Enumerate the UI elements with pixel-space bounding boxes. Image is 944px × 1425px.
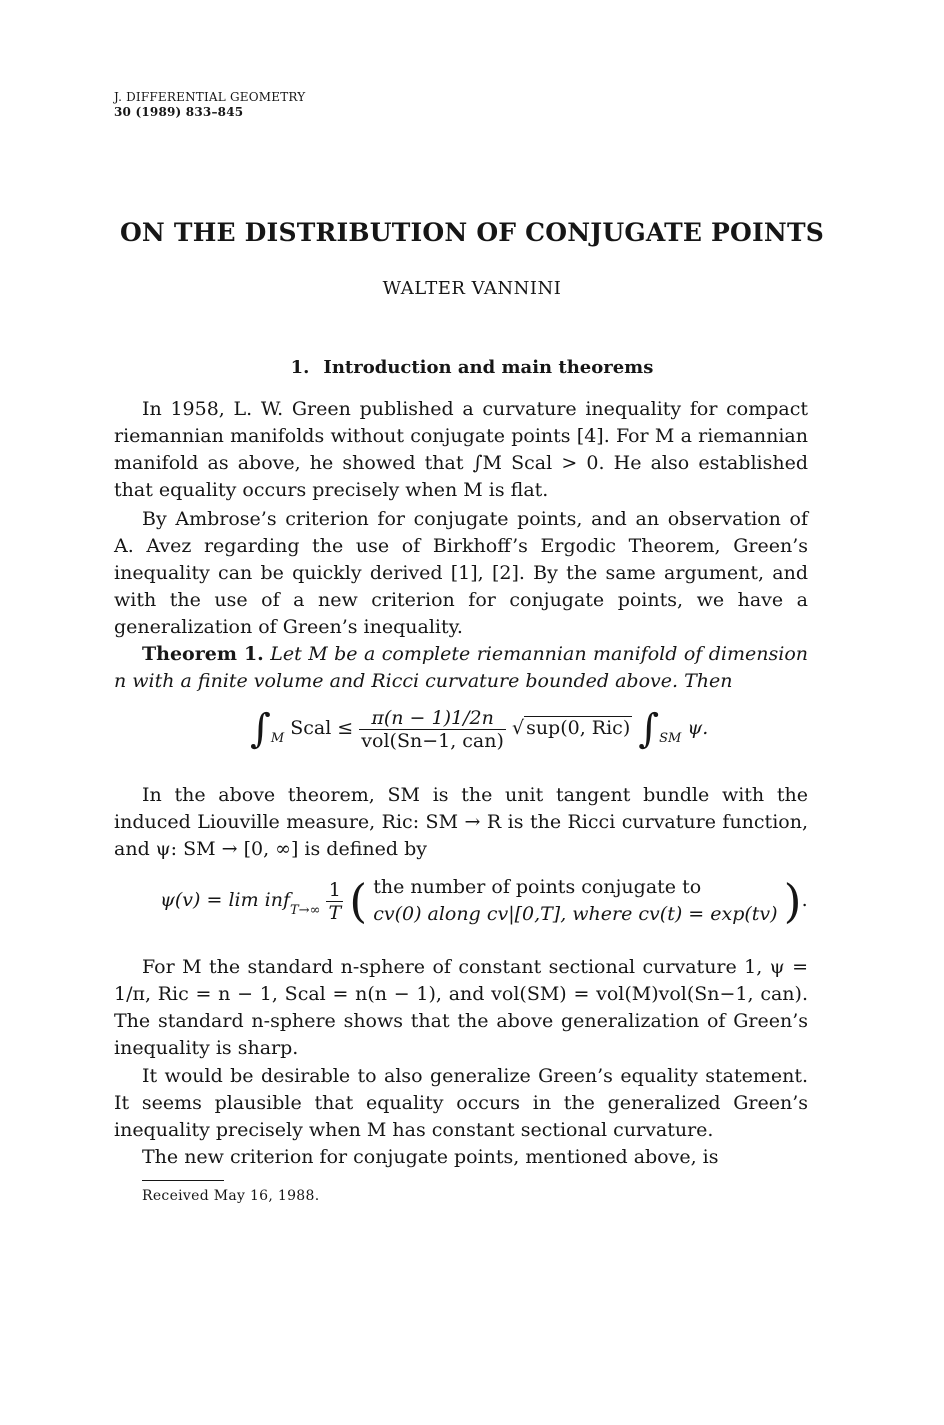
journal-name: J. DIFFERENTIAL GEOMETRY <box>114 90 306 104</box>
theorem-1 <box>114 641 808 695</box>
equation-2-limit: T→∞ <box>290 903 321 918</box>
equation-1-rhs: ψ. <box>687 717 709 739</box>
author-name: WALTER VANNINI <box>382 278 562 299</box>
integral-domain-sm: SM <box>659 731 682 746</box>
theorem-label: Theorem 1. <box>142 643 264 665</box>
paragraph-3-text: In the above theorem, SM is the unit tangent bundle with the induced Liouville measure, Ric: SM → R is the Ricci curvature function, and ψ: SM → [0, ∞] is defined by <box>114 784 808 860</box>
right-paren-icon: ) <box>783 874 802 928</box>
equation-1-denominator: vol(Sn−1, can) <box>361 729 504 752</box>
paragraph-5 <box>114 1063 808 1144</box>
paragraph-5-text: It would be desirable to also generalize Green’s equality statement. It seems plausible that equality occurs in the generalized Green’s inequality precisely when M has constant sectional curvature. <box>114 1065 808 1141</box>
integral-sign-icon: ∫ <box>250 706 271 752</box>
journal-header <box>114 90 305 120</box>
integral-sign-icon: ∫ <box>638 706 660 752</box>
equation-2-numerator: 1 <box>326 879 343 902</box>
paragraph-2-text: By Ambrose’s criterion for conjugate points, and an observation of A. Avez regarding the use of Birkhoff’s Ergodic Theorem, Green’s inequality can be quickly derived [1], [2]. By the same argument, and with the use of a new criterion for conjugate points, we have a generalization of Green’s inequality. <box>114 508 808 638</box>
paragraph-1 <box>114 396 808 504</box>
equation-1-lhs: Scal ≤ <box>290 717 354 739</box>
paragraph-1-text: In 1958, L. W. Green published a curvature inequality for compact riemannian manifolds without conjugate points [4]. For M a riemannian manifold as above, he showed that ∫M Scal > 0. He also established that equality occurs precisely when M is flat. <box>114 398 808 501</box>
paragraph-3 <box>114 782 808 863</box>
section-title: Introduction and main theorems <box>323 357 654 378</box>
paragraph-2 <box>114 506 808 641</box>
paragraph-6-text: The new criterion for conjugate points, mentioned above, is <box>142 1146 719 1168</box>
equation-2-cases <box>373 874 777 928</box>
equation-1-sqrt: sup(0, Ric) <box>526 717 631 739</box>
paragraph-6 <box>114 1144 808 1171</box>
equation-2-lhs: ψ(v) = lim inf <box>160 889 291 911</box>
integral-domain-m: M <box>270 731 285 746</box>
equation-2 <box>160 874 808 928</box>
equation-2-end: . <box>801 889 808 911</box>
paragraph-4-text: For M the standard n-sphere of constant sectional curvature 1, ψ = 1/π, Ric = n − 1, Scal = n(n − 1), and vol(SM) = vol(M)vol(Sn−1, can). The standard n-sphere shows that the above generalization of Green’s inequality is sharp. <box>114 956 808 1059</box>
footnote-divider <box>142 1180 224 1181</box>
equation-2-line-1: the number of points conjugate to <box>373 876 702 898</box>
theorem-text: Let M be a complete riemannian manifold of dimension n with a finite volume and Ricci curvature bounded above. Then <box>114 643 809 692</box>
equation-1-fraction <box>359 707 506 752</box>
equation-1-numerator: π(n − 1)1/2n <box>359 707 506 730</box>
left-paren-icon: ( <box>349 874 368 928</box>
paper-title: ON THE DISTRIBUTION OF CONJUGATE POINTS <box>119 218 825 247</box>
footnote: Received May 16, 1988. <box>142 1188 320 1204</box>
equation-2-line-2: cv(0) along cv|[0,T], where cv(t) = exp(tv) <box>373 903 778 925</box>
journal-volume: 30 (1989) 833–845 <box>114 105 244 119</box>
section-number: 1. <box>290 357 310 378</box>
equation-1: $\int_M$ Scal ≤ $\frac{\pi(n - 1)1/2n}{\text{vol(Sn−1, can)}}$ √ sup(0, Ric) $\int_{SM}$ ψ. <box>250 706 709 752</box>
equation-2-fraction <box>326 879 343 924</box>
equation-2-denominator: T <box>328 901 342 924</box>
section-heading <box>0 357 944 378</box>
paragraph-4 <box>114 954 808 1062</box>
